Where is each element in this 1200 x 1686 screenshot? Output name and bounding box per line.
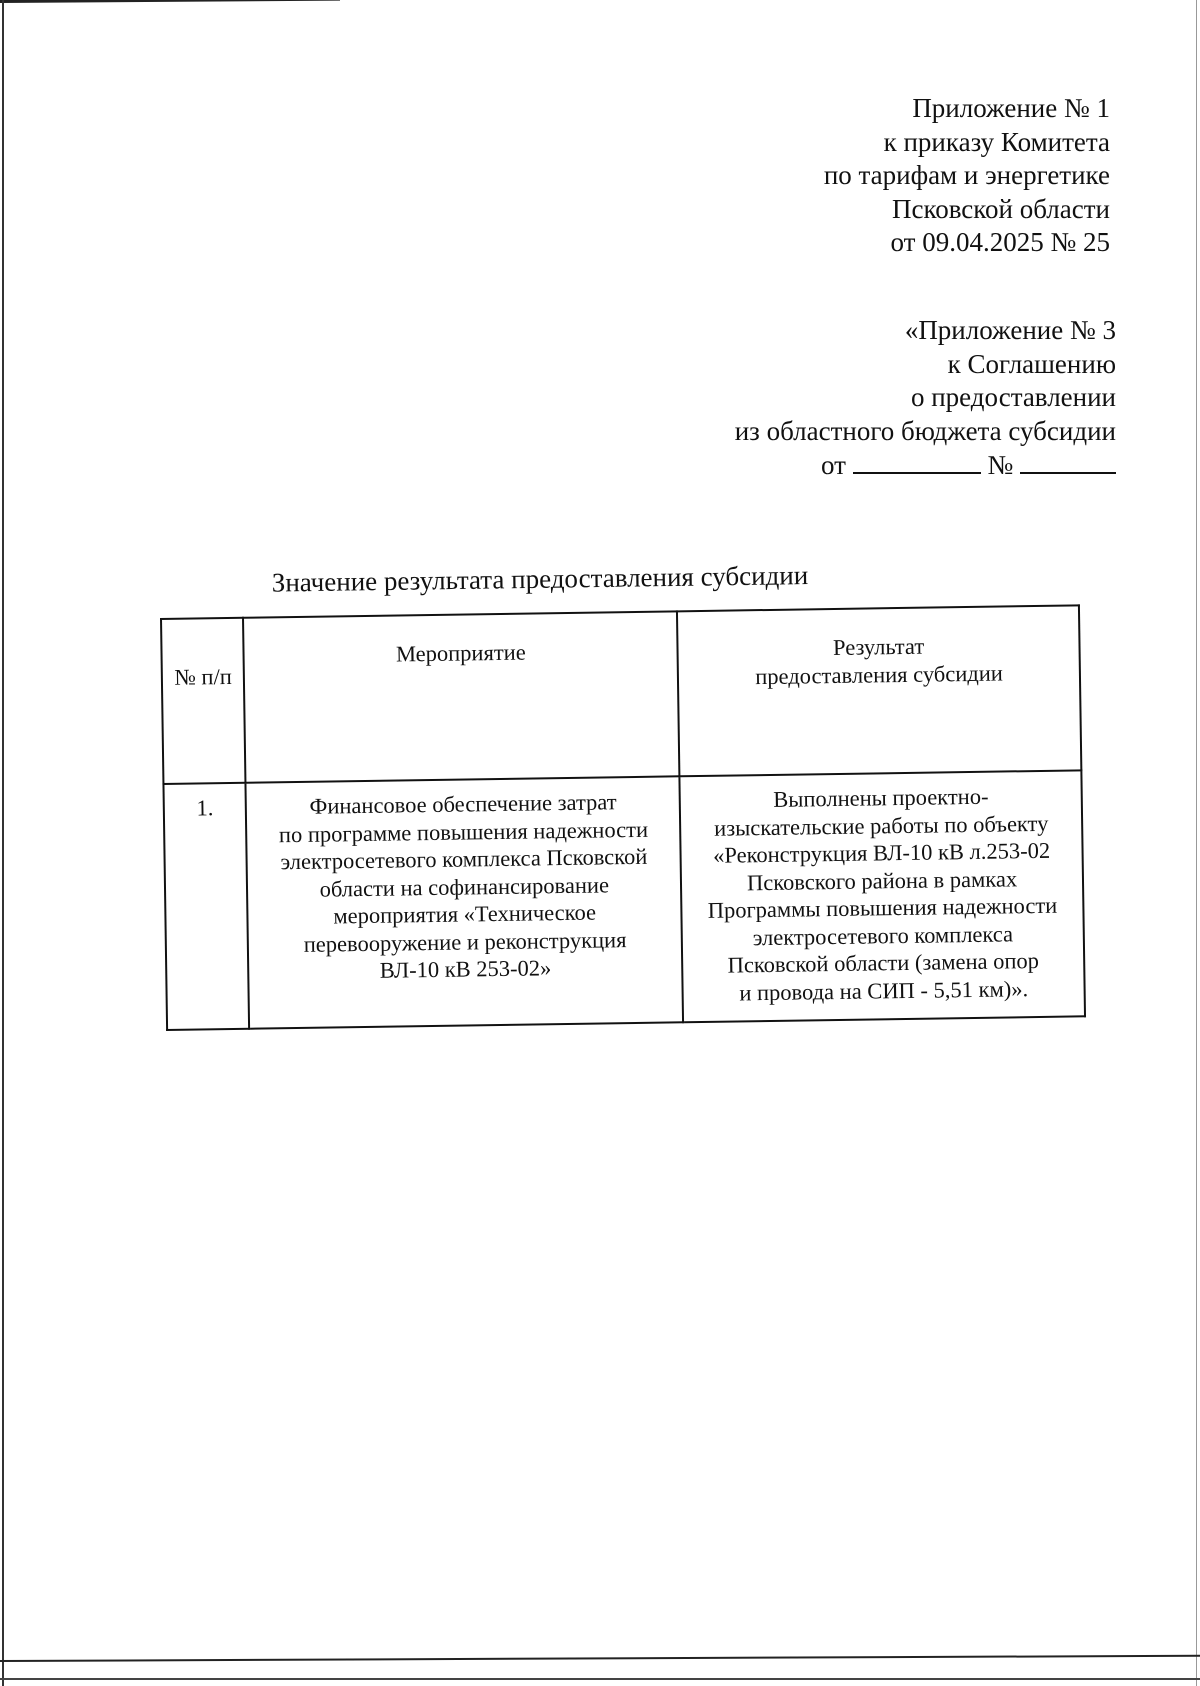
appendix-3-line: из областного бюджета субсидии (734, 415, 1116, 446)
appendix-1-line: к приказу Комитета (883, 126, 1110, 157)
appendix-1-line: по тарифам и энергетике (823, 160, 1110, 190)
scan-edge-bottom (0, 1655, 1200, 1662)
appendix-1-line: Псковской области (891, 193, 1110, 224)
table-row (163, 770, 1085, 1030)
document-title: Значение результата предоставления субсидии (271, 560, 809, 598)
table-header-row (161, 605, 1081, 784)
header-result (677, 605, 1081, 776)
appendix-1-line: Приложение № 1 (912, 93, 1110, 123)
date-blank-field (853, 448, 981, 474)
result-line: «Реконструкция ВЛ-10 кВ л.253-02 (712, 837, 1051, 868)
from-label: от (821, 450, 846, 480)
number-blank-field (1020, 448, 1116, 474)
results-table-wrapper (160, 604, 1085, 1005)
scan-edge-bottom-outer (0, 1678, 1200, 1680)
scan-edge-left (2, 0, 4, 1686)
result-line: и провода на СИП - 5,51 км)». (739, 975, 1029, 1005)
header-result-line: предоставления субсидии (755, 660, 1003, 689)
row-number: 1. (163, 783, 249, 1030)
result-line: электросетевого комплекса (752, 920, 1014, 950)
appendix-3-line: «Приложение № 3 (904, 315, 1116, 345)
document-title-block (0, 555, 1200, 603)
header-result-line: Результат (832, 633, 925, 661)
scan-edge-top (0, 0, 340, 3)
result-line: Псковского района в рамках (746, 865, 1018, 895)
header-number: № п/п (161, 618, 246, 784)
event-line: мероприятия «Техническое (333, 899, 597, 929)
appendix-1-header (824, 92, 1110, 260)
appendix-3-line: о предоставлении (910, 382, 1116, 412)
event-line: перевооружение и реконструкция (303, 926, 627, 957)
result-line: Выполнены проектно- (773, 783, 989, 812)
event-line: ВЛ-10 кВ 253-02» (379, 955, 552, 983)
row-result (680, 770, 1085, 1022)
appendix-1-line: от 09.04.2025 № 25 (890, 227, 1110, 257)
number-label: № (987, 450, 1014, 480)
scan-edge-right (1196, 0, 1197, 1686)
row-event (246, 776, 683, 1028)
appendix-3-header (735, 314, 1116, 483)
results-table (160, 604, 1086, 1031)
appendix-3-date-line (735, 448, 1116, 483)
event-line: Финансовое обеспечение затрат (309, 789, 617, 819)
appendix-3-line: к Соглашению (947, 348, 1116, 379)
event-line: электросетевого комплекса Псковской (280, 843, 648, 875)
result-line: Программы повышения надежности (707, 892, 1058, 923)
result-line: Псковской области (замена опор (727, 947, 1040, 978)
header-event: Мероприятие (243, 611, 679, 782)
result-line: изыскательские работы по объекту (713, 810, 1049, 841)
event-line: по программе повышения надежности (278, 816, 649, 847)
event-line: области на софинансирование (319, 871, 610, 902)
